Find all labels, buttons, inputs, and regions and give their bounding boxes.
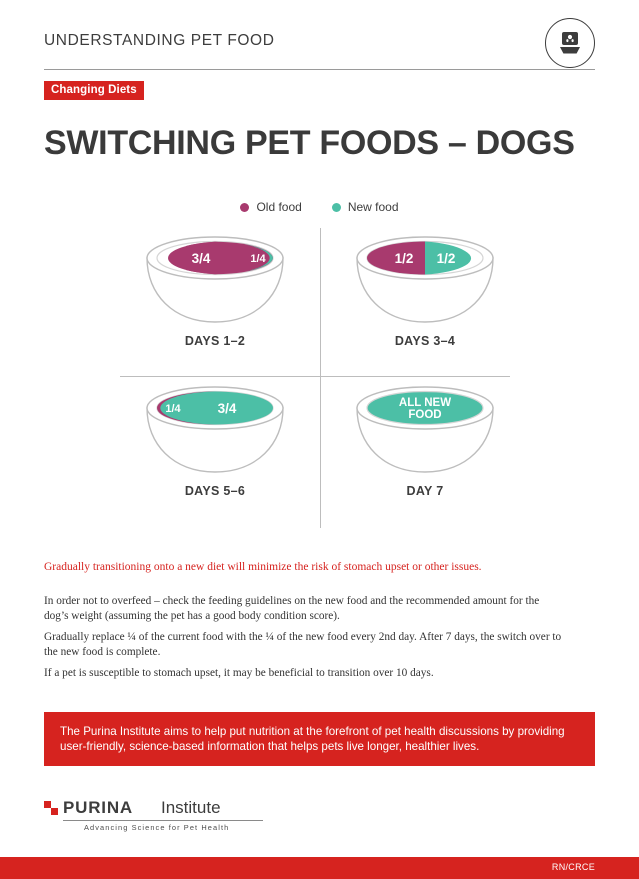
bowl-cell-day-7	[320, 378, 530, 528]
purina-institute-logo	[44, 798, 304, 840]
bowl-cell-days-5-6	[110, 378, 320, 528]
chart-legend	[0, 200, 639, 214]
bowl-new-fraction-days-5-6: 3/4	[217, 401, 237, 416]
bowl-old-fraction-days-5-6: 1/4	[165, 403, 181, 415]
bowl-new-fraction-days-3-4: 1/2	[436, 251, 456, 266]
bowl-diagram-grid	[110, 228, 530, 538]
body-paragraph-2: Gradually replace ¼ of the current food with the ¼ of the new food every 2nd day. After 7 days, the switch over to the new food is complete.	[44, 631, 562, 658]
bowl-svg-days-1-2	[135, 232, 295, 328]
bowl-new-fraction-days-1-2: 1/4	[250, 253, 266, 265]
bowl-old-fraction-days-1-2: 3/4	[191, 251, 211, 266]
bowl-graphic-days-1-2	[135, 232, 295, 328]
page-header	[44, 18, 595, 68]
legend-item-new-food	[332, 200, 399, 214]
footer-code: RN/CRCE	[551, 862, 595, 872]
lead-paragraph: Gradually transitioning onto a new diet will minimize the risk of stomach upset or other issues.	[44, 561, 482, 573]
bowl-svg-days-3-4	[345, 232, 505, 328]
bowl-cell-days-3-4	[320, 228, 530, 378]
category-tag: Changing Diets	[44, 81, 144, 100]
bowl-svg-day-7	[345, 382, 505, 478]
bowl-graphic-days-3-4	[345, 232, 505, 328]
legend-item-old-food	[240, 200, 301, 214]
pet-bowl-logo	[545, 18, 595, 68]
purina-checkerboard-icon	[44, 801, 58, 815]
mission-callout: The Purina Institute aims to help put nutrition at the forefront of pet health discussions by providing user-friendly, science-based information that helps pets live longer, healthier lives.	[44, 712, 595, 766]
footer-bar	[0, 857, 639, 879]
brand-sub: Institute	[161, 798, 221, 817]
header-divider	[44, 69, 595, 70]
legend-swatch-old-food	[240, 203, 249, 212]
bowl-cell-days-1-2	[110, 228, 320, 378]
bowl-label-days-3-4: DAYS 3–4	[394, 334, 456, 348]
bowl-svg-days-5-6	[135, 382, 295, 478]
bowl-label-days-1-2: DAYS 1–2	[184, 334, 246, 348]
bowl-label-day-7: DAY 7	[406, 484, 444, 498]
bowl-graphic-days-5-6	[135, 382, 295, 478]
bowl-old-fraction-days-3-4: 1/2	[394, 251, 414, 266]
bowl-new-label-day-7-line1: ALL NEW	[398, 397, 452, 409]
brand-divider	[63, 820, 263, 821]
bowl-label-days-5-6: DAYS 5–6	[184, 484, 246, 498]
header-title: UNDERSTANDING PET FOOD	[44, 32, 275, 49]
page-title: SWITCHING PET FOODS – DOGS	[44, 124, 575, 162]
bowl-new-label-day-7-line2: FOOD	[408, 409, 442, 421]
brand-name: PURINA	[63, 798, 133, 817]
legend-label-old-food: Old food	[256, 200, 302, 214]
bowl-graphic-day-7	[345, 382, 505, 478]
pet-bowl-icon	[557, 30, 583, 56]
brand-tagline: Advancing Science for Pet Health	[84, 823, 230, 832]
legend-swatch-new-food	[332, 203, 341, 212]
body-paragraph-3: If a pet is susceptible to stomach upset, it may be beneficial to transition over 10 days.	[44, 667, 434, 679]
legend-label-new-food: New food	[347, 200, 399, 214]
body-paragraph-1: In order not to overfeed – check the feeding guidelines on the new food and the recommended amount for the dog’s weight (assuming the pet has a good body condition score).	[44, 595, 540, 622]
